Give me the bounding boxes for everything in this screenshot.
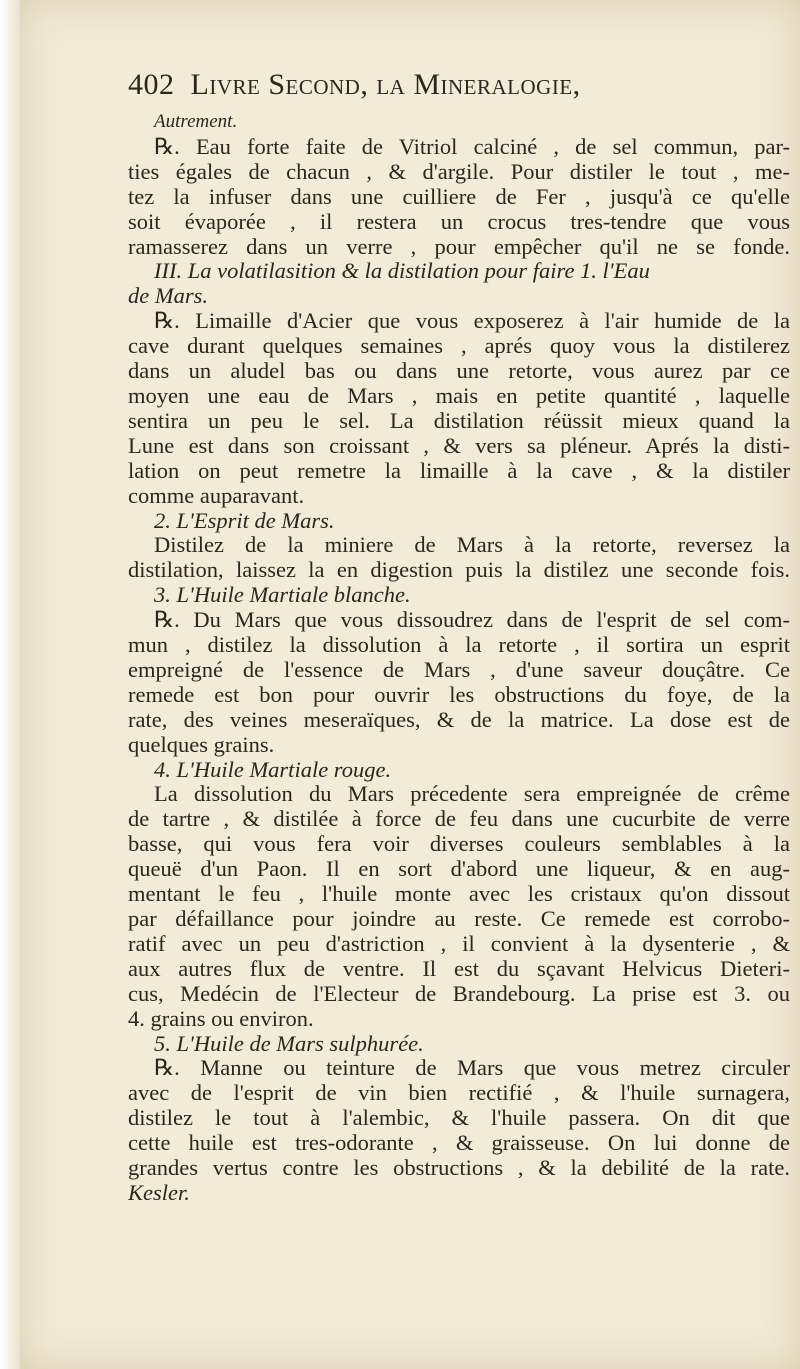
text-line: Lune est dans son croissant , & vers sa pléneur. Aprés la disti-: [128, 433, 790, 458]
text-line: empreigné de l'essence de Mars , d'une saveur douçâtre. Ce: [128, 657, 790, 682]
text-line: cette huile est tres-odorante , & graisseuse. On lui donne de: [128, 1131, 790, 1156]
text-line: aux autres flux de ventre. Il est du sçavant Helvicus Dieteri-: [128, 956, 790, 981]
section-heading: 4. L'Huile Martiale rouge.: [154, 757, 392, 782]
text-line: soit évaporée , il restera un crocus tres-tendre que vous: [128, 209, 790, 234]
text-line: cus, Medécin de l'Electeur de Brandebourg. La prise est 3. ou: [128, 981, 790, 1006]
text-line: ℞. Manne ou teinture de Mars que vous metrez circuler: [154, 1056, 790, 1081]
running-title: Livre Second, la Mineralogie,: [190, 68, 581, 101]
text-line: ramasserez dans un verre , pour empêcher qu'il ne se fonde.: [128, 234, 790, 259]
text-line: La dissolution du Mars précedente sera empreignée de crême: [154, 782, 790, 807]
text-line: ℞. Limaille d'Acier que vous exposerez à l'air humide de la: [154, 309, 790, 334]
text-line: dans un aludel bas ou dans une retorte, vous aurez par ce: [128, 359, 790, 384]
page-gutter: [0, 0, 20, 1369]
text-line: Distilez de la miniere de Mars à la retorte, reversez la: [154, 533, 790, 558]
text-line: mun , distilez la dissolution à la retorte , il sortira un esprit: [128, 633, 790, 658]
text-line: moyen une eau de Mars , mais en petite quantité , laquelle: [128, 383, 790, 408]
text-line: distilation, laissez la en digestion puis la distilez une seconde fois.: [128, 558, 790, 583]
author-citation: Kesler.: [128, 1180, 190, 1205]
text-line: grandes vertus contre les obstructions , & la debilité de la rate.: [128, 1156, 790, 1181]
text-line: distilez le tout à l'alembic, & l'huile passera. On dit que: [128, 1106, 790, 1131]
text-line: basse, qui vous fera voir diverses couleurs semblables à la: [128, 832, 790, 857]
text-line: lation on peut remetre la limaille à la cave , & la distiler: [128, 458, 790, 483]
text-line: 4. grains ou environ.: [128, 1006, 314, 1031]
text-line: sentira un peu le sel. La distilation réüssit mieux quand la: [128, 408, 790, 433]
text-line: ℞. Eau forte faite de Vitriol calciné , de sel commun, par-: [154, 134, 790, 159]
text-line: comme auparavant.: [128, 483, 305, 508]
section-heading: 5. L'Huile de Mars sulphurée.: [154, 1031, 424, 1056]
running-header: [128, 62, 790, 110]
text-line: queuë d'un Paon. Il en sort d'abord une liqueur, & en aug-: [128, 857, 790, 882]
text-line: remede est bon pour ouvrir les obstructions du foye, de la: [128, 682, 790, 707]
page-content: [128, 62, 790, 1206]
text-line: de tartre , & distilée à force de feu dans une cucurbite de verre: [128, 807, 790, 832]
section-heading: III. La volatilasition & la distilation pour faire 1. l'Eau: [154, 259, 650, 284]
text-line: quelques grains.: [128, 732, 275, 757]
text-line: ℞. Du Mars que vous dissoudrez dans de l'esprit de sel com-: [154, 608, 790, 633]
text-line: par défaillance pour joindre au reste. Ce remede est corrobo-: [128, 907, 790, 931]
text-line: cave durant quelques semaines , aprés quoy vous la distilerez: [128, 334, 790, 359]
text-line: tez la infuser dans une cuilliere de Fer , jusqu'à ce qu'elle: [128, 184, 790, 209]
page-number: 402: [128, 68, 175, 101]
section-heading-cont: de Mars.: [128, 284, 208, 309]
text-line: ties égales de chacun , & d'argile. Pour distiler le tout , me-: [128, 159, 790, 184]
section-heading: 2. L'Esprit de Mars.: [154, 508, 335, 533]
text-line: mentant le feu , l'huile monte avec les cristaux qu'on dissout: [128, 882, 790, 907]
text-line: rate, des veines meseraïques, & de la matrice. La dose est de: [128, 707, 790, 732]
text-line: ratif avec un peu d'astriction , il convient à la dysenterie , &: [128, 931, 790, 956]
text-line: Autrement.: [154, 111, 238, 132]
section-heading: 3. L'Huile Martiale blanche.: [154, 583, 411, 608]
text-line: avec de l'esprit de vin bien rectifié , & l'huile surnagera,: [128, 1081, 790, 1106]
